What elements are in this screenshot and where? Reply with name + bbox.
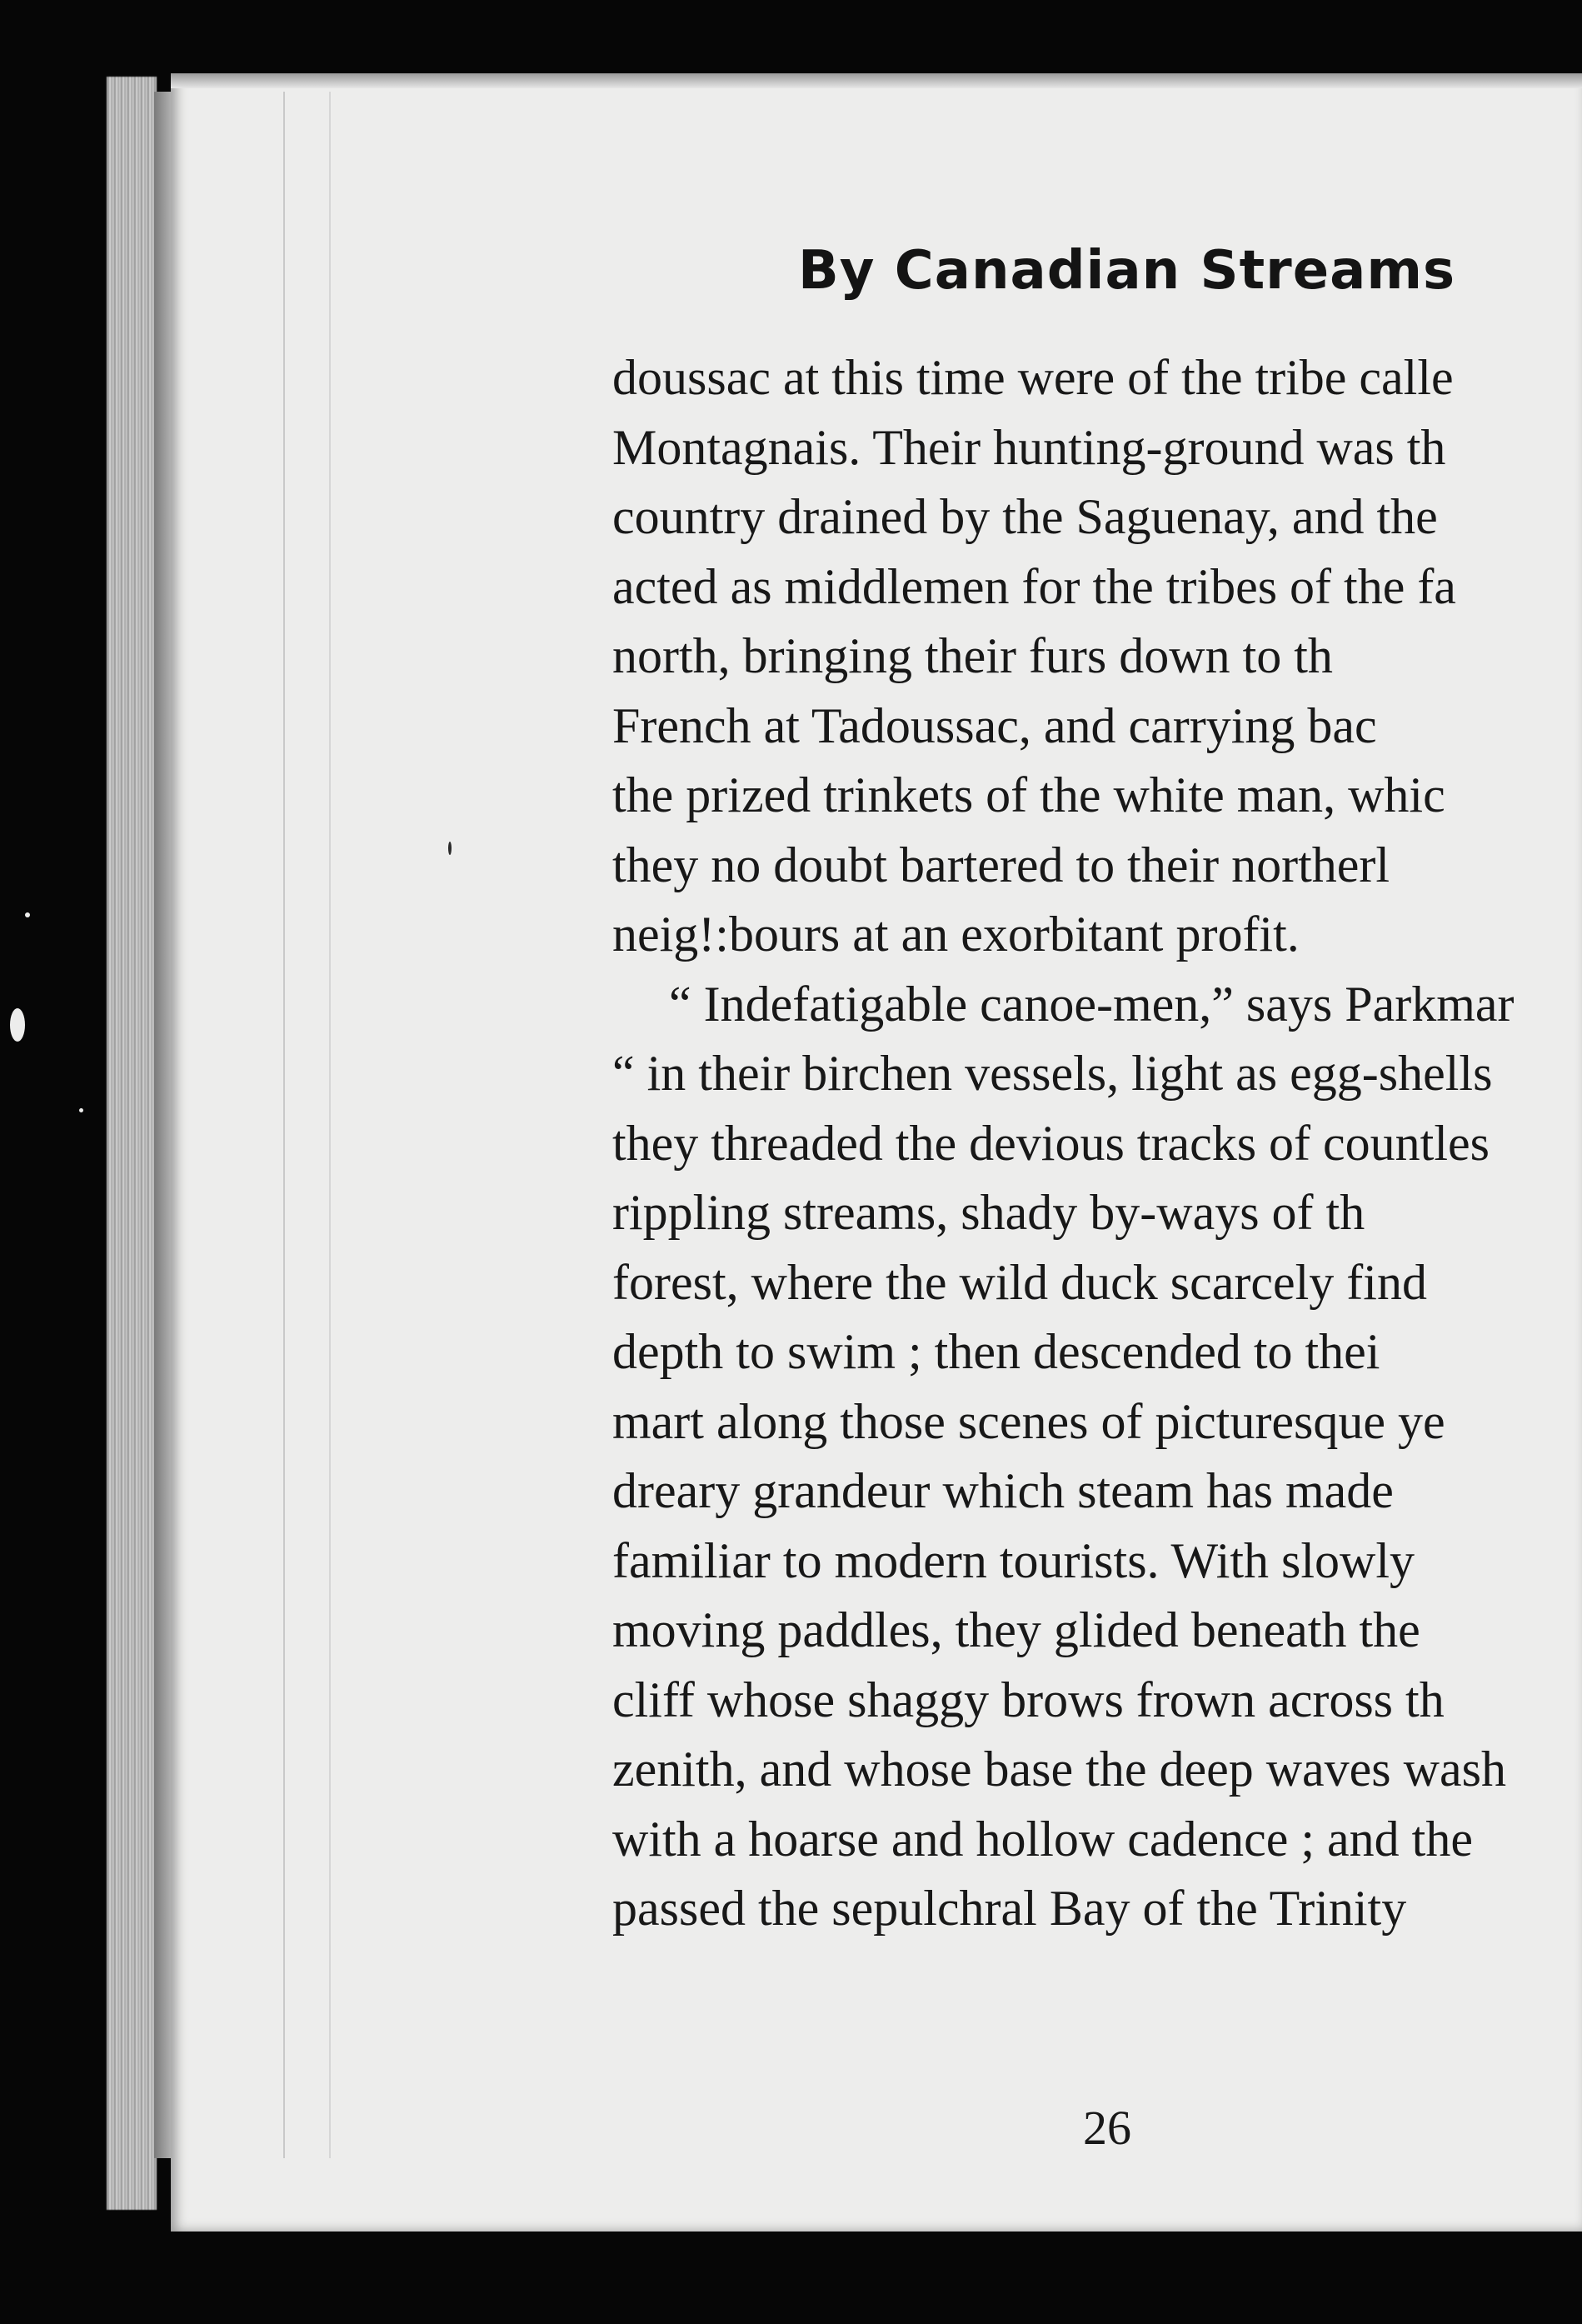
dust-speck — [25, 912, 30, 917]
text-line: Montagnais. Their hunting-ground was th — [612, 419, 1446, 475]
page-number: 26 — [1083, 2101, 1131, 2155]
text-line: country drained by the Saguenay, and the — [612, 489, 1438, 544]
text-line: north, bringing their furs down to th — [612, 628, 1333, 683]
dust-speck — [448, 842, 452, 855]
text-line: neig!:bours at an exorbitant profit. — [612, 907, 1300, 962]
text-line: depth to swim ; then descended to thei — [612, 1324, 1380, 1379]
text-line: French at Tadoussac, and carrying bac — [612, 697, 1377, 753]
body-text — [612, 343, 1582, 1944]
text-line: forest, where the wild duck scarcely find — [612, 1254, 1427, 1310]
dust-speck — [79, 1108, 83, 1112]
text-line: the prized trinkets of the white man, whic — [612, 767, 1445, 822]
page-block-edges — [107, 77, 157, 2210]
page-fold-line — [283, 92, 285, 2158]
text-line: cliff whose shaggy brows frown across th — [612, 1672, 1445, 1727]
text-line: familiar to modern tourists. With slowly — [612, 1532, 1415, 1588]
dust-speck — [10, 1008, 25, 1042]
text-line: doussac at this time were of the tribe calle — [612, 350, 1454, 405]
running-head: By Canadian Streams — [798, 240, 1456, 302]
text-line: zenith, and whose base the deep waves wash — [612, 1742, 1506, 1797]
text-line: mart along those scenes of picturesque ye — [612, 1393, 1445, 1449]
text-line: dreary grandeur which steam has made — [612, 1463, 1394, 1518]
text-line: with a hoarse and hollow cadence ; and the — [612, 1811, 1473, 1867]
text-line: “ in their birchen vessels, light as egg-shells — [612, 1046, 1493, 1101]
text-line: passed the sepulchral Bay of the Trinity — [612, 1881, 1407, 1936]
text-line: they no doubt bartered to their northerl — [612, 837, 1390, 892]
page-top-edge — [171, 73, 1582, 88]
text-line: rippling streams, shady by-ways of th — [612, 1185, 1365, 1240]
text-line: moving paddles, they glided beneath the — [612, 1602, 1420, 1657]
page-fold-line — [329, 92, 331, 2158]
text-line: “ Indefatigable canoe-men,” says Parkmar — [669, 976, 1515, 1032]
text-line: acted as middlemen for the tribes of the fa — [612, 558, 1456, 614]
text-line: they threaded the devious tracks of countles — [612, 1115, 1490, 1171]
